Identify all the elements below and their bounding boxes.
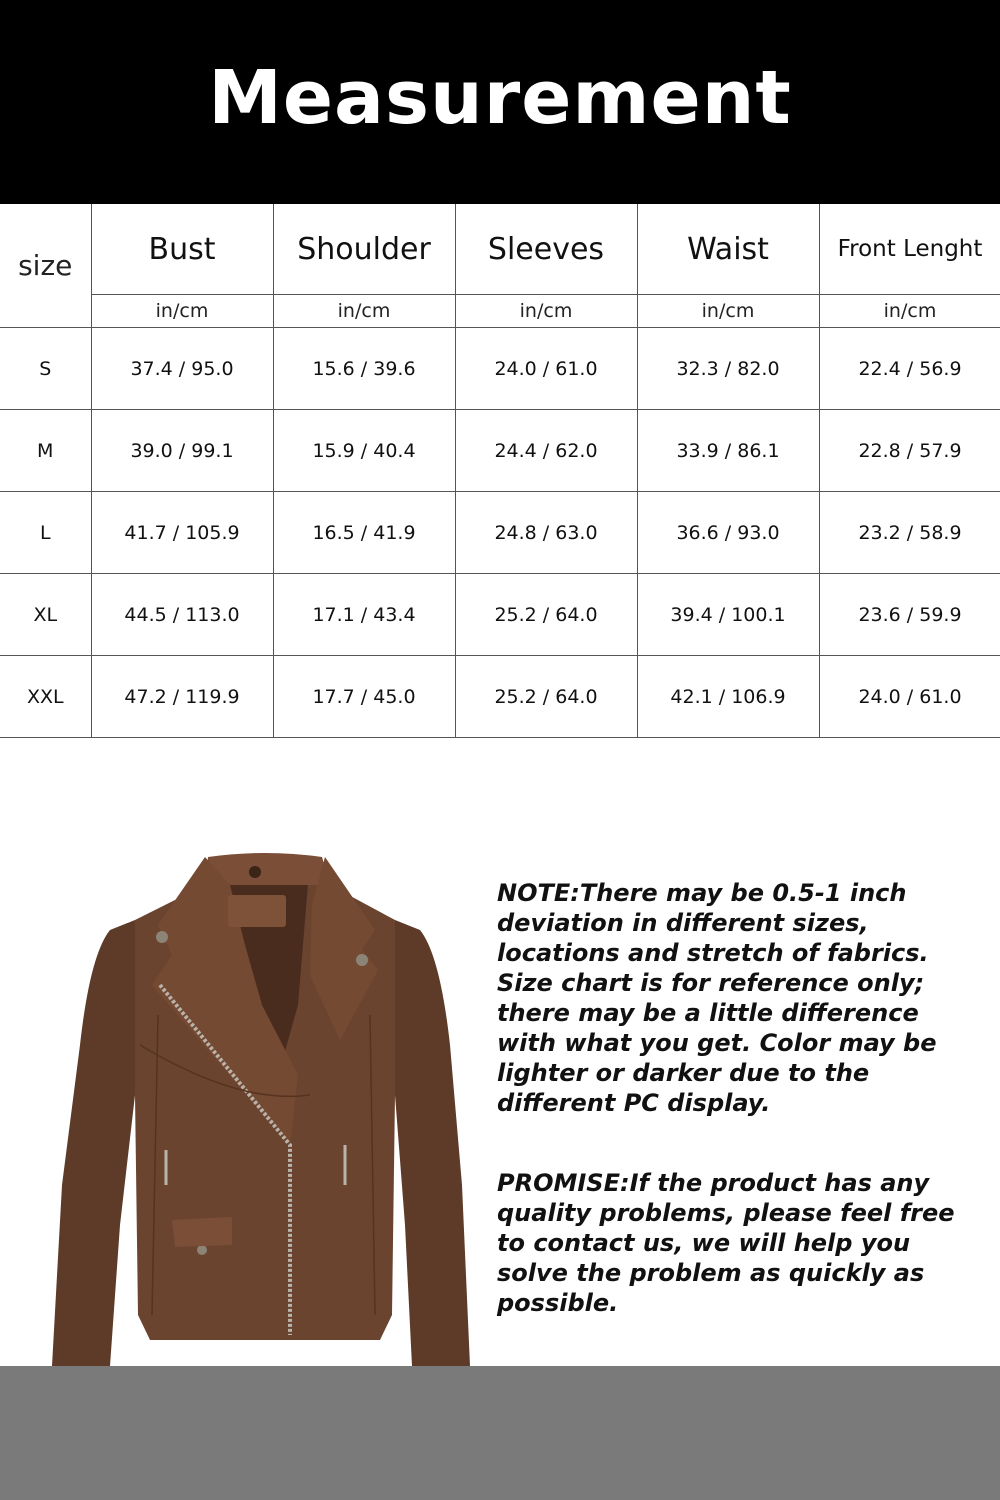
notes-section xyxy=(497,878,967,1368)
unit-label: in/cm xyxy=(91,295,273,328)
table-row xyxy=(0,492,1000,574)
value-cell: 37.4 / 95.0 xyxy=(91,328,273,410)
value-cell: 22.4 / 56.9 xyxy=(819,328,1000,410)
value-cell: 36.6 / 93.0 xyxy=(637,492,819,574)
table-row xyxy=(0,656,1000,738)
size-column-header: size xyxy=(0,204,91,328)
note-text: NOTE:There may be 0.5-1 inch deviation in different sizes, locations and stretch of fabrics. Size chart is for reference only; there may be a little difference with what you get. Color may be lighter or darker due to the different PC display. xyxy=(497,879,937,1117)
column-header-sleeves: Sleeves xyxy=(455,204,637,295)
value-cell: 42.1 / 106.9 xyxy=(637,656,819,738)
column-header-shoulder: Shoulder xyxy=(273,204,455,295)
jacket-illustration xyxy=(40,845,490,1366)
size-cell: S xyxy=(0,328,91,410)
value-cell: 15.9 / 40.4 xyxy=(273,410,455,492)
unit-label: in/cm xyxy=(273,295,455,328)
value-cell: 17.1 / 43.4 xyxy=(273,574,455,656)
header-row xyxy=(0,204,1000,295)
title-banner xyxy=(0,0,1000,204)
value-cell: 16.5 / 41.9 xyxy=(273,492,455,574)
value-cell: 25.2 / 64.0 xyxy=(455,574,637,656)
value-cell: 24.0 / 61.0 xyxy=(455,328,637,410)
column-header-bust: Bust xyxy=(91,204,273,295)
size-cell: XL xyxy=(0,574,91,656)
page-title: Measurement xyxy=(208,55,792,141)
value-cell: 24.8 / 63.0 xyxy=(455,492,637,574)
value-cell: 23.6 / 59.9 xyxy=(819,574,1000,656)
table-row xyxy=(0,574,1000,656)
table-row xyxy=(0,328,1000,410)
size-cell: L xyxy=(0,492,91,574)
column-header-front-length: Front Lenght xyxy=(819,204,1000,295)
value-cell: 33.9 / 86.1 xyxy=(637,410,819,492)
column-header-waist: Waist xyxy=(637,204,819,295)
bottom-gray-strip xyxy=(0,1366,1000,1500)
promise-text: PROMISE:If the product has any quality problems, please feel free to contact us, we will help you solve the problem as quickly as possible. xyxy=(497,1169,955,1317)
value-cell: 47.2 / 119.9 xyxy=(91,656,273,738)
value-cell: 23.2 / 58.9 xyxy=(819,492,1000,574)
value-cell: 24.4 / 62.0 xyxy=(455,410,637,492)
unit-label: in/cm xyxy=(819,295,1000,328)
value-cell: 22.8 / 57.9 xyxy=(819,410,1000,492)
unit-row xyxy=(0,295,1000,328)
value-cell: 32.3 / 82.0 xyxy=(637,328,819,410)
value-cell: 39.0 / 99.1 xyxy=(91,410,273,492)
value-cell: 25.2 / 64.0 xyxy=(455,656,637,738)
unit-label: in/cm xyxy=(637,295,819,328)
size-chart-table xyxy=(0,204,1000,738)
unit-label: in/cm xyxy=(455,295,637,328)
jacket-image xyxy=(40,845,490,1366)
size-cell: XXL xyxy=(0,656,91,738)
value-cell: 39.4 / 100.1 xyxy=(637,574,819,656)
value-cell: 41.7 / 105.9 xyxy=(91,492,273,574)
value-cell: 15.6 / 39.6 xyxy=(273,328,455,410)
value-cell: 44.5 / 113.0 xyxy=(91,574,273,656)
value-cell: 17.7 / 45.0 xyxy=(273,656,455,738)
table-row xyxy=(0,410,1000,492)
size-cell: M xyxy=(0,410,91,492)
value-cell: 24.0 / 61.0 xyxy=(819,656,1000,738)
